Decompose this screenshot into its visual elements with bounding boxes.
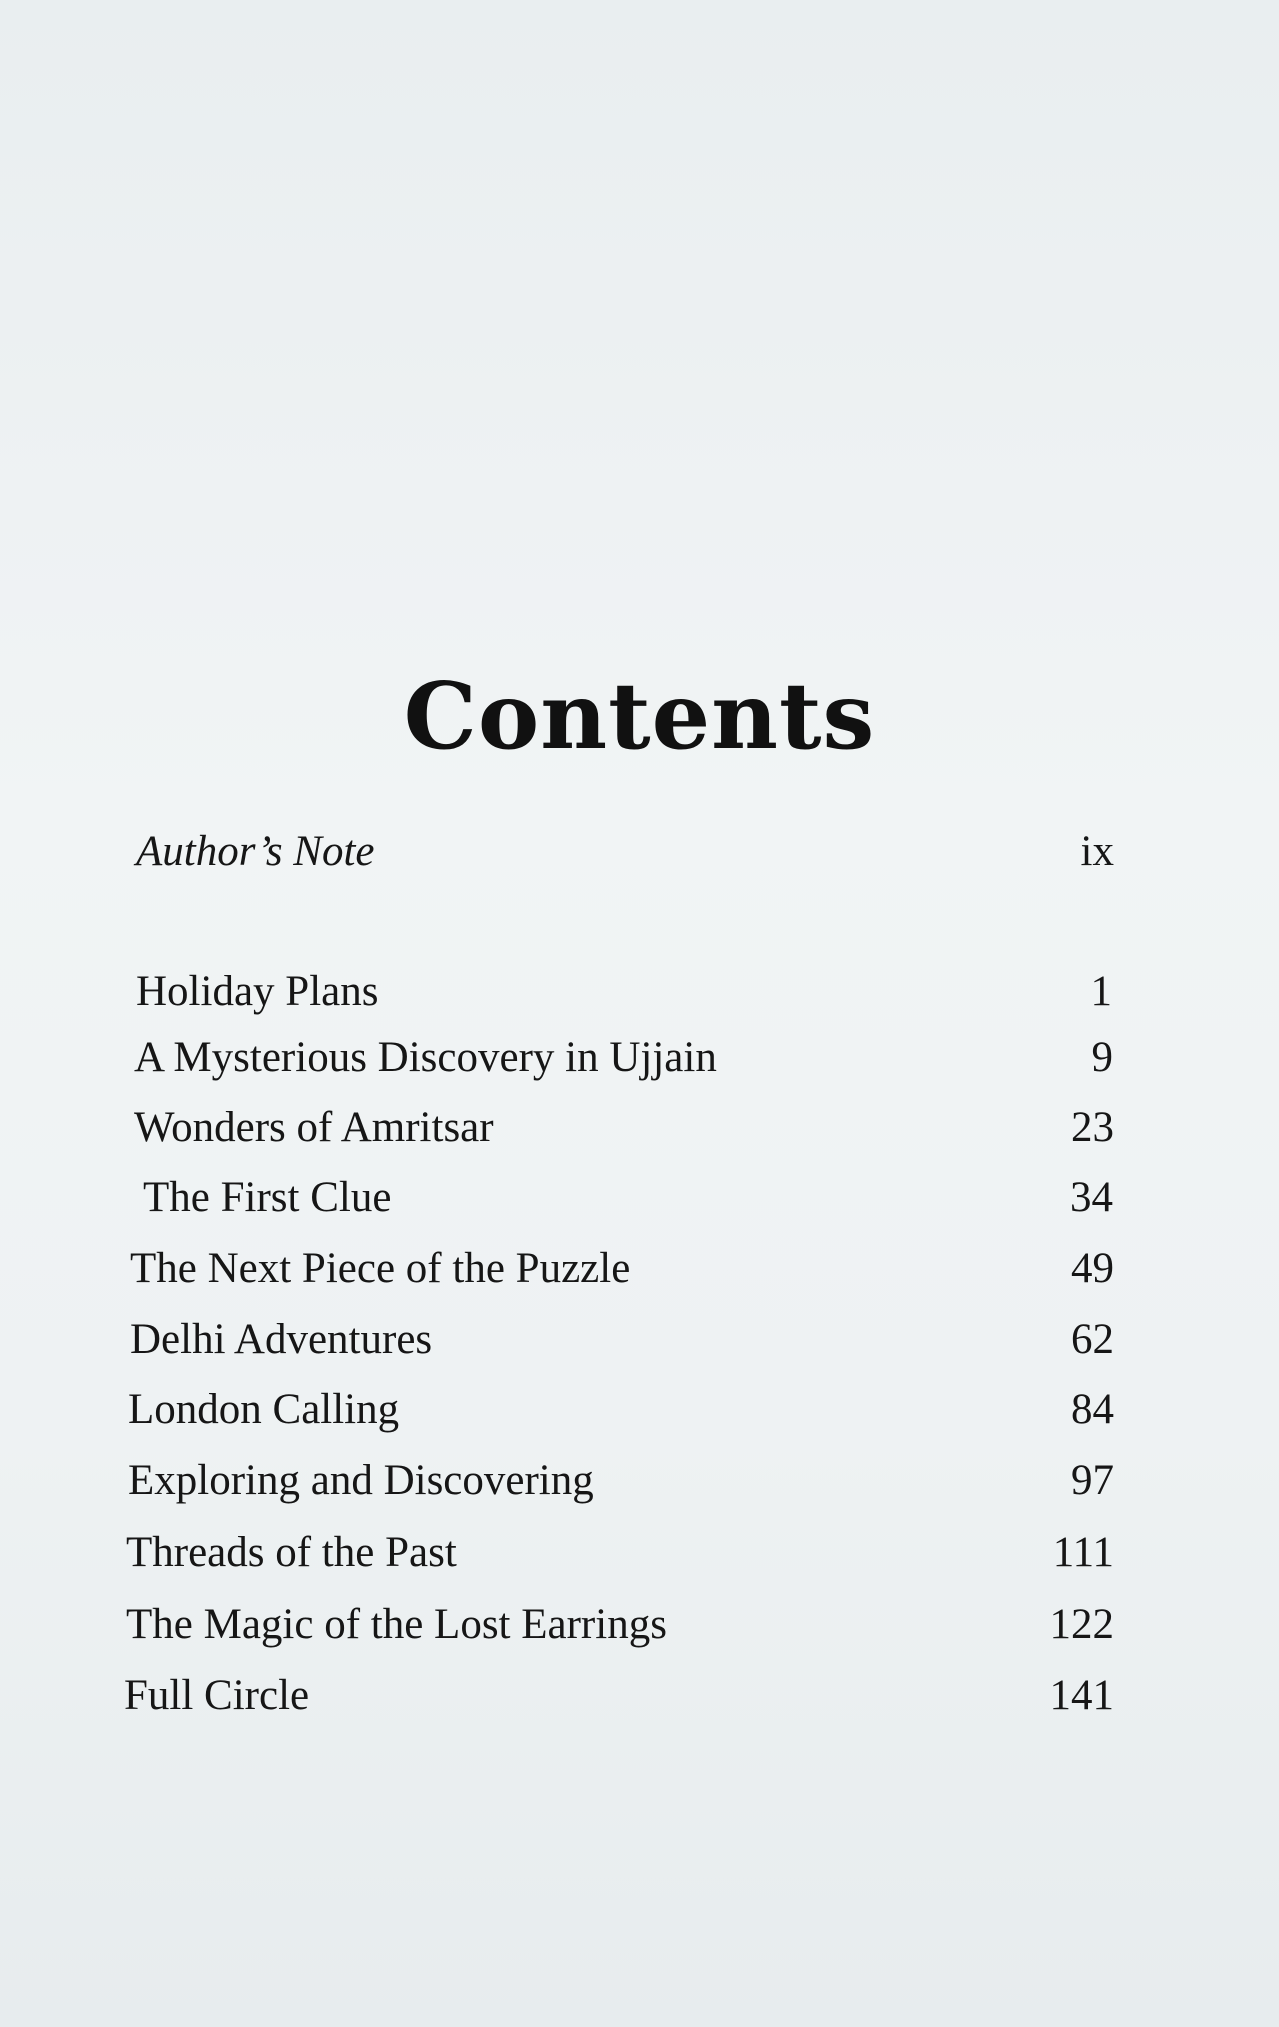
toc-entry-page: 49 <box>1071 1245 1114 1292</box>
toc-entry <box>124 1666 1114 1726</box>
toc-entry-title: The Next Piece of the Puzzle <box>130 1245 631 1292</box>
toc-entry-page: 1 <box>1090 968 1112 1015</box>
toc-entry-title: Wonders of Amritsar <box>134 1104 494 1151</box>
toc-entry-page: ix <box>1080 828 1114 875</box>
page-title: Contents <box>403 661 876 770</box>
toc-entry <box>128 1380 1114 1440</box>
toc-entry <box>143 1168 1113 1228</box>
toc-entry <box>130 1310 1114 1370</box>
toc-entry-page: 9 <box>1091 1034 1113 1081</box>
toc-entry <box>134 1028 1113 1088</box>
toc-entry-page: 62 <box>1071 1316 1114 1363</box>
toc-entry-title: Author’s Note <box>136 828 375 875</box>
toc-entry <box>136 962 1112 1022</box>
toc-entry-title: The Magic of the Lost Earrings <box>126 1601 667 1648</box>
toc-entry-page: 141 <box>1049 1672 1114 1719</box>
toc-entry-authors-note <box>136 822 1114 882</box>
toc-entry <box>130 1239 1114 1299</box>
toc-entry <box>134 1098 1114 1158</box>
toc-entry-title: The First Clue <box>143 1174 392 1221</box>
toc-entry-title: Delhi Adventures <box>130 1316 433 1363</box>
toc-entry-page: 122 <box>1049 1601 1114 1648</box>
toc-entry-page: 23 <box>1071 1104 1114 1151</box>
toc-entry-title: Threads of the Past <box>126 1529 457 1576</box>
toc-entry-page: 34 <box>1070 1174 1113 1221</box>
toc-entry-page: 97 <box>1071 1457 1114 1504</box>
toc-entry-page: 84 <box>1071 1386 1114 1433</box>
toc-entry-title: Holiday Plans <box>136 968 379 1015</box>
toc-entry <box>126 1595 1114 1655</box>
toc-entry <box>126 1523 1114 1583</box>
toc-entry-title: A Mysterious Discovery in Ujjain <box>134 1034 717 1081</box>
toc-entry <box>128 1451 1114 1511</box>
toc-entry-title: Full Circle <box>124 1672 310 1719</box>
toc-entry-title: London Calling <box>128 1386 400 1433</box>
toc-entry-title: Exploring and Discovering <box>128 1457 594 1504</box>
toc-entry-page: 111 <box>1052 1529 1114 1576</box>
